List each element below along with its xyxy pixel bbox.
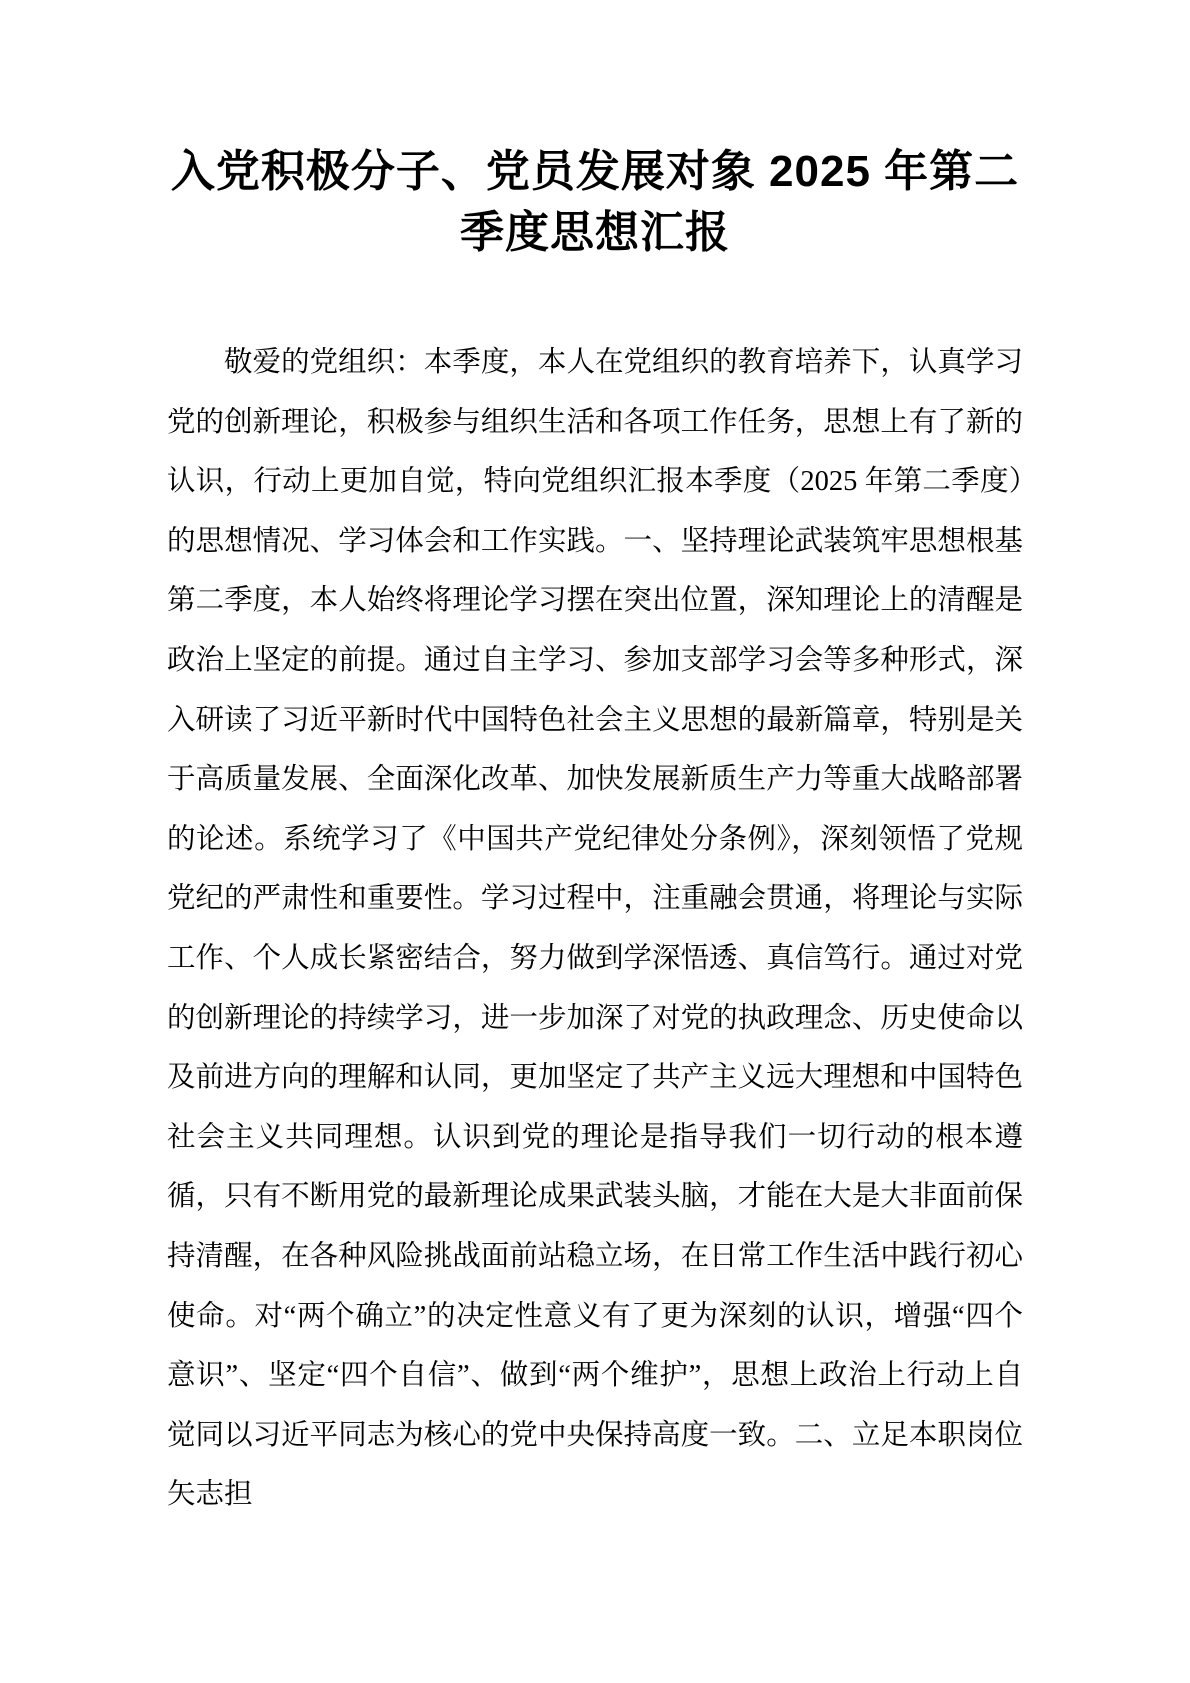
document-title-line-1: 入党积极分子、党员发展对象 2025 年第二 (170, 147, 1020, 196)
body-paragraph: 敬爱的党组织：本季度，本人在党组织的教育培养下，认真学习党的创新理论，积极参与组织生活和各项工作任务，思想上有了新的认识，行动上更加自觉，特向党组织汇报本季度（2025 年第二季度）的思想情况、学习体会和工作实践。一、坚持理论武装筑牢思想根基第二季度，本人始终将理论学习摆在突出位置，深知理论上的清醒是政治上坚定的前提。通过自主学习、参加支部学习会等多种形式，深入研读了习近平新时代中国特色社会主义思想的最新篇章，特别是关于高质量发展、全面深化改革、加快发展新质生产力等重大战略部署的论述。系统学习了《中国共产党纪律处分条例》，深刻领悟了党规党纪的严肃性和重要性。学习过程中，注重融会贯通，将理论与实际工作、个人成长紧密结合，努力做到学深悟透、真信笃行。通过对党的创新理论的持续学习，进一步加深了对党的执政理念、历史使命以及前进方向的理解和认同，更加坚定了共产主义远大理想和中国特色社会主义共同理想。认识到党的理论是指导我们一切行动的根本遵循，只有不断用党的最新理论成果武装头脑，才能在大是大非面前保持清醒，在各种风险挑战面前站稳立场，在日常工作生活中践行初心使命。对“两个确立”的决定性意义有了更为深刻的认识，增强“四个意识”、坚定“四个自信”、做到“两个维护”，思想上政治上行动上自觉同以习近平同志为核心的党中央保持高度一致。二、立足本职岗位矢志担 (167, 347, 1023, 1511)
document-title-line-2: 季度思想汇报 (460, 208, 730, 257)
document-title (165, 141, 1025, 263)
